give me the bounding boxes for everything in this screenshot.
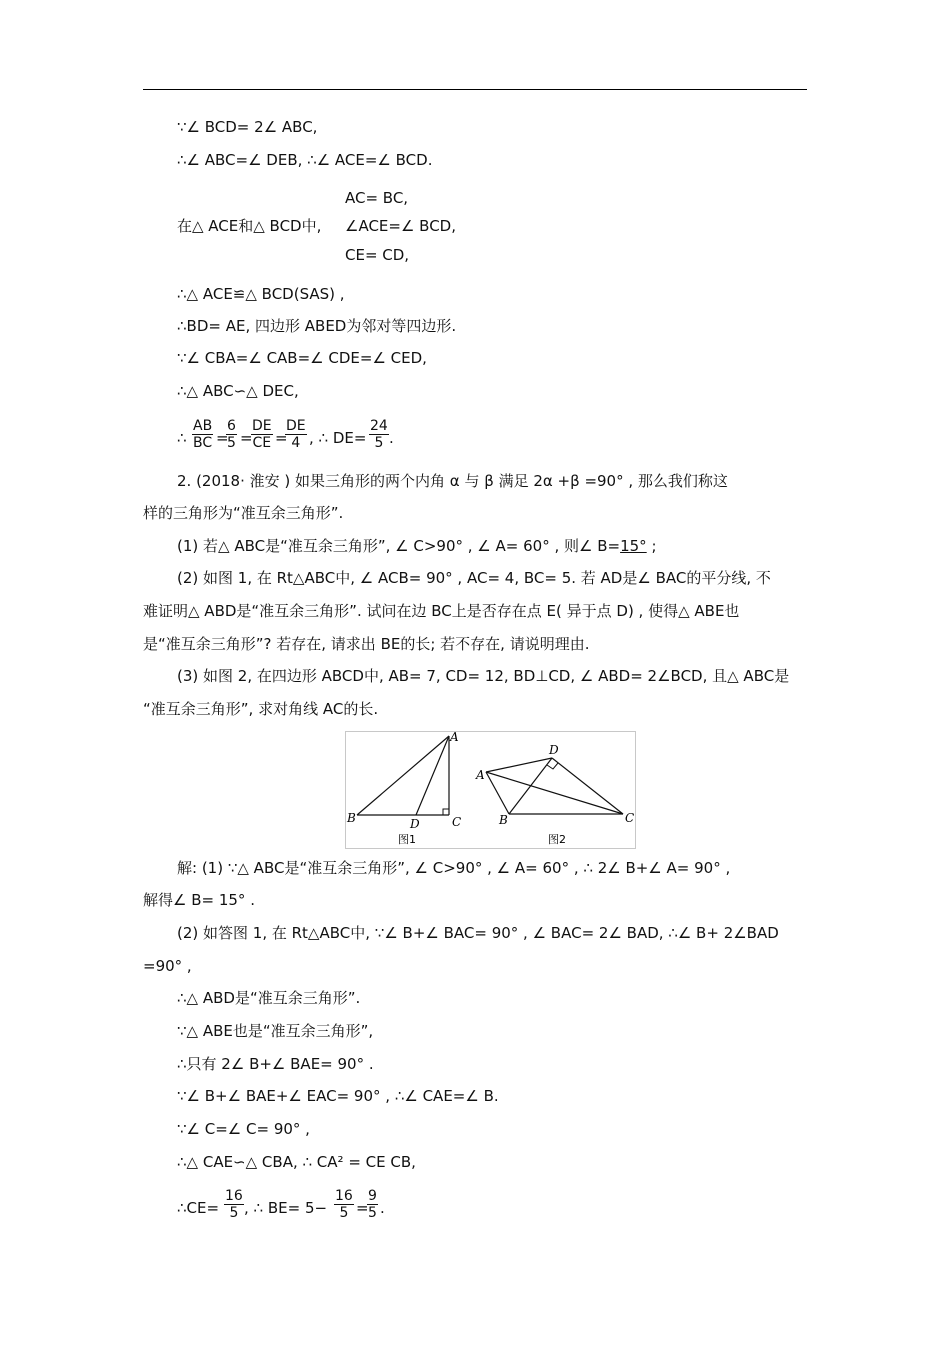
period: . bbox=[389, 429, 394, 447]
system-line: AC= BC, bbox=[345, 189, 409, 207]
solution-line: =90° , bbox=[143, 957, 192, 975]
question-1 bbox=[177, 536, 657, 556]
header-rule bbox=[143, 89, 807, 90]
fraction-denominator: 5 bbox=[227, 435, 236, 451]
question-3-text: (3) 如图 2, 在四边形 ABCD中, AB= 7, CD= 12, BD⊥CD, ∠ ABD= 2∠BCD, 且△ ABC是 bbox=[177, 667, 790, 685]
equals-sign: = bbox=[216, 429, 229, 447]
problem-text: 样的三角形为“准互余三角形”. bbox=[143, 504, 344, 522]
fraction-denominator: CE bbox=[252, 435, 272, 451]
question-3-text: “准互余三角形”, 求对角线 AC的长. bbox=[143, 700, 379, 718]
vertex-label: A bbox=[450, 732, 459, 744]
fraction-denominator: 5 bbox=[334, 1204, 354, 1221]
system-prefix: 在△ ACE和△ BCD中, bbox=[177, 217, 322, 235]
problem-text: 2. (2018· 淮安 ) 如果三角形的两个内角 α 与 β 满足 2α +β =90° , 那么我们称这 bbox=[177, 472, 728, 490]
proof-line: ∴BD= AE, 四边形 ABED为邻对等四边形. bbox=[177, 317, 457, 335]
fraction bbox=[251, 418, 273, 451]
fraction-numerator: 6 bbox=[227, 418, 236, 434]
fraction bbox=[369, 418, 389, 451]
vertex-label: B bbox=[499, 813, 508, 827]
vertex-label: D bbox=[549, 743, 559, 757]
question-2-text: 是“准互余三角形”? 若存在, 请求出 BE的长; 若不存在, 请说明理由. bbox=[143, 635, 590, 653]
fraction-numerator: DE bbox=[252, 418, 272, 434]
frac-lead: ∴ bbox=[177, 429, 187, 447]
right-angle-mark bbox=[547, 763, 558, 769]
segment-dc bbox=[552, 758, 623, 814]
frac-mid-text: , ∴ DE= bbox=[309, 429, 367, 447]
solution-line: ∵∠ B+∠ BAE+∠ EAC= 90° , ∴∠ CAE=∠ B. bbox=[177, 1087, 499, 1105]
equals-sign: = bbox=[275, 429, 288, 447]
fraction bbox=[285, 418, 307, 451]
vertex-label: A bbox=[476, 768, 485, 782]
segment-ab bbox=[357, 736, 449, 815]
segment-ac bbox=[486, 772, 623, 814]
equals-sign: = bbox=[240, 429, 253, 447]
fraction-denominator: 5 bbox=[224, 1204, 244, 1221]
question-1-end: ; bbox=[646, 537, 657, 555]
frac-lead: ∴CE= bbox=[177, 1199, 220, 1217]
right-angle-mark bbox=[443, 809, 449, 815]
system-line: ∠ACE=∠ BCD, bbox=[345, 217, 456, 235]
solution-line: ∴△ ABD是“准互余三角形”. bbox=[177, 989, 361, 1007]
figure-caption: 图2 bbox=[548, 833, 566, 846]
vertex-label: B bbox=[347, 811, 356, 825]
segment-ad bbox=[486, 758, 552, 772]
system-line: CE= CD, bbox=[345, 246, 410, 264]
geometry-figure bbox=[345, 731, 636, 849]
solution-line: ∴△ CAE∽△ CBA, ∴ CA² = CE CB, bbox=[177, 1153, 416, 1171]
solution-line: ∵∠ C=∠ C= 90° , bbox=[177, 1120, 310, 1138]
solution-line: (2) 如答图 1, 在 Rt△ABC中, ∵∠ B+∠ BAC= 90° , ∠ BAC= 2∠ BAD, ∴∠ B+ 2∠BAD bbox=[177, 924, 779, 942]
period: . bbox=[380, 1199, 385, 1217]
proof-line: ∵∠ CBA=∠ CAB=∠ CDE=∠ CED, bbox=[177, 349, 427, 367]
proof-line: ∴∠ ABC=∠ DEB, ∴∠ ACE=∠ BCD. bbox=[177, 151, 433, 169]
solution-line: 解得∠ B= 15° . bbox=[143, 891, 255, 909]
proof-line: ∴△ ACE≌△ BCD(SAS) , bbox=[177, 285, 345, 303]
fraction-numerator: 9 bbox=[368, 1188, 377, 1204]
fraction-denominator: 5 bbox=[368, 1205, 377, 1221]
fraction-denominator: 4 bbox=[285, 434, 307, 451]
segment-ad bbox=[416, 736, 449, 815]
fraction bbox=[192, 418, 213, 451]
equals-sign: = bbox=[356, 1199, 369, 1217]
fraction bbox=[226, 418, 237, 451]
question-2-text: 难证明△ ABD是“准互余三角形”. 试问在边 BC上是否存在点 E( 异于点 D) , 使得△ ABE也 bbox=[143, 602, 740, 620]
fraction-numerator: 16 bbox=[335, 1188, 353, 1204]
fraction-numerator: 16 bbox=[225, 1188, 243, 1204]
fraction-denominator: BC bbox=[193, 435, 213, 451]
proof-line: ∴△ ABC∽△ DEC, bbox=[177, 382, 299, 400]
answer-blank: 15° bbox=[620, 537, 647, 555]
fraction bbox=[224, 1188, 244, 1221]
proof-line: ∵∠ BCD= 2∠ ABC, bbox=[177, 118, 318, 136]
solution-line: 解: (1) ∵△ ABC是“准互余三角形”, ∠ C>90° , ∠ A= 60° , ∴ 2∠ B+∠ A= 90° , bbox=[177, 859, 731, 877]
vertex-label: C bbox=[625, 811, 635, 825]
fraction-numerator: 24 bbox=[370, 418, 388, 434]
solution-line: ∵△ ABE也是“准互余三角形”, bbox=[177, 1022, 374, 1040]
fraction-denominator: 5 bbox=[369, 434, 389, 451]
frac-mid-text: , ∴ BE= 5− bbox=[244, 1199, 328, 1217]
solution-line: ∴只有 2∠ B+∠ BAE= 90° . bbox=[177, 1055, 374, 1073]
question-2-text: (2) 如图 1, 在 Rt△ABC中, ∠ ACB= 90° , AC= 4, BC= 5. 若 AD是∠ BAC的平分线, 不 bbox=[177, 569, 771, 587]
fraction bbox=[334, 1188, 354, 1221]
vertex-label: C bbox=[452, 815, 462, 829]
figure-svg bbox=[346, 732, 635, 848]
vertex-label: D bbox=[410, 817, 420, 831]
question-1-text: (1) 若△ ABC是“准互余三角形”, ∠ C>90° , ∠ A= 60° , 则∠ B= bbox=[177, 537, 621, 555]
fraction-numerator: DE bbox=[286, 418, 306, 434]
figure-caption: 图1 bbox=[398, 833, 416, 846]
fraction bbox=[367, 1188, 378, 1221]
figure-2 bbox=[475, 743, 634, 846]
figure-1 bbox=[346, 732, 461, 846]
fraction-numerator: AB bbox=[193, 418, 213, 434]
